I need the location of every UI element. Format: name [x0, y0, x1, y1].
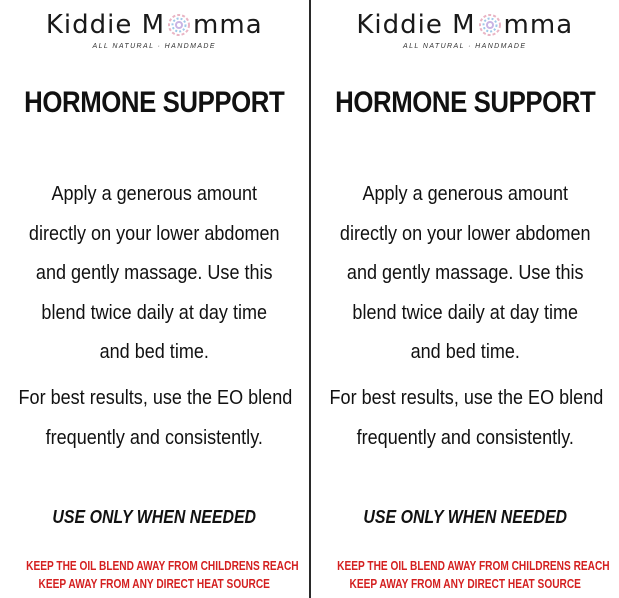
instruction-line: Apply a generous amount: [51, 182, 258, 205]
results-line: For best results, use the EO blend: [329, 386, 603, 409]
brand-name-first: Kiddie M: [45, 10, 166, 40]
warning-line: KEEP AWAY FROM ANY DIRECT HEAT SOURCE: [38, 576, 270, 591]
brand-name: [46, 10, 263, 40]
flower-icon: [166, 12, 192, 38]
instruction-line: directly on your lower abdomen: [28, 221, 280, 245]
brand-logo: [311, 10, 619, 58]
warning-line: KEEP AWAY FROM ANY DIRECT HEAT SOURCE: [349, 576, 581, 591]
warning-line: KEEP THE OIL BLEND AWAY FROM CHILDRENS REACH: [336, 558, 610, 573]
label-card-right: [311, 0, 619, 598]
product-title: HORMONE SUPPORT: [334, 86, 595, 119]
safety-warnings: [26, 557, 299, 593]
safety-warnings: [336, 557, 610, 593]
instruction-line: blend twice daily at day time: [351, 300, 578, 324]
results-note: [18, 378, 293, 458]
brand-tagline: ALL NATURAL · HANDMADE: [92, 43, 216, 50]
results-line: For best results, use the EO blend: [18, 386, 293, 409]
instruction-line: and bed time.: [99, 340, 209, 363]
instruction-line: directly on your lower abdomen: [339, 221, 591, 245]
instruction-line: Apply a generous amount: [361, 182, 568, 205]
instruction-line: and gently massage. Use this: [35, 261, 273, 284]
results-note: [329, 378, 603, 458]
brand-name-last: mma: [193, 10, 263, 40]
flower-icon: [477, 12, 503, 38]
label-card-left: [0, 0, 309, 598]
usage-instructions: [24, 174, 285, 372]
instruction-line: and gently massage. Use this: [346, 261, 584, 284]
product-title: HORMONE SUPPORT: [24, 86, 285, 119]
brand-name-first: Kiddie M: [356, 10, 476, 40]
usage-instructions: [334, 174, 595, 372]
instruction-line: and bed time.: [410, 340, 520, 363]
results-line: frequently and consistently.: [45, 426, 263, 449]
warning-line: KEEP THE OIL BLEND AWAY FROM CHILDRENS REACH: [26, 558, 299, 573]
brand-name: [356, 10, 573, 40]
brand-name-last: mma: [503, 10, 574, 40]
results-line: frequently and consistently.: [356, 426, 574, 449]
brand-tagline: ALL NATURAL · HANDMADE: [403, 43, 527, 50]
usage-notice: USE ONLY WHEN NEEDED: [362, 506, 567, 527]
instruction-line: blend twice daily at day time: [41, 300, 268, 324]
usage-notice: USE ONLY WHEN NEEDED: [52, 506, 257, 527]
brand-logo: [0, 10, 309, 58]
